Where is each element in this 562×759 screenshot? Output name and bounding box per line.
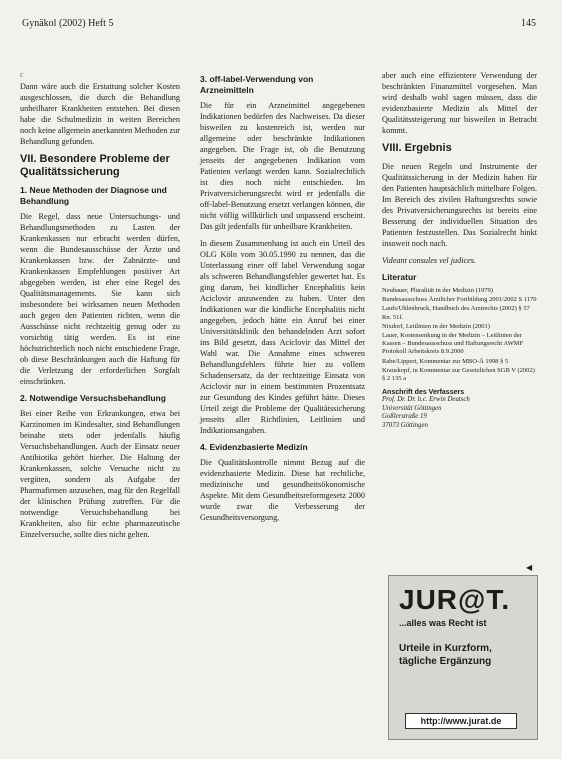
column-left — [20, 70, 180, 546]
paragraph: Die Regel, dass neue Untersuchungs- und Behandlungsmethoden zu Lasten der Krankenkassen nur erbracht werden dürfen, wenn die Bundesausschüsse der Ärzte und Krankenkassen bzw. der Zahnärzte- und Krankenkassen Empfehlungen positiver Art abgegeben werden, ist eher eine Regel des Qualitätsmanagements. Sie kann sich insbesondere bei wirksamen neuen Methoden auch gegen den Patienten richten, wenn die Ausschüsse nicht rechtzeitig genug oder zu vorsichtig tätig werden. Es ist eine höchstrichterlich noch nicht entschiedene Frage, ob diese Beschränkungen auch die Haftung für die Verletzung der erforderlichen Sorgfalt einschränken. — [20, 212, 180, 386]
subsection-heading: 3. off-label-Verwendung von Arzneimitteln — [200, 74, 314, 95]
paragraph: Die neuen Regeln und Instrumente der Qualitätssicherung in der Medizin haben für den Patienten hauptsächlich mittelbare Folgen. Im Bereich des zivilen Haftungsrechts sowie des Privatversicherungsrechts ist bereits eine Besserung der individuellen Situation des Patienten festzustellen. Das Sozialrecht hinkt insoweit noch nach. — [382, 162, 537, 248]
paragraph: aber auch eine effizientere Verwendung der beschränkten Finanzmittel vorgesehen. Man wird deshalb wohl sagen müssen, dass die evidenzbasierte Medizin als Mittel der Qualitätssteigerung nur bisweilen in Betracht kommt. — [382, 71, 537, 135]
literature-entry: Nixdorf, Leitlinien in der Medizin (2001) — [382, 322, 490, 330]
literature-entry: Rabe/Lippert, Kommentar zur MBO-Ä 1998 § 5 — [382, 357, 509, 365]
paragraph: Bei einer Reihe von Erkrankungen, etwa bei Karzinomen im Kindesalter, sind Behandlungen beinahe stets oder jedenfalls häufig Versuchsbehandlungen. Auch der Einsatz neuer Antibiotika gehört hierher. Die Haltung der Krankenkassen, solche Versuche nicht zu vergüten, sondern als Aufgabe der Pharmafirmen anzusehen, mag für den Regelfall der klinischen Prüfung zutreffen. Für die notwendige Versuchsbehandlung bei Krankheiten, also für echte pharmazeutische Einzelversuche, sollte dies nicht gelten. — [20, 409, 180, 539]
paragraph: Die Qualitätskontrolle nimmt Bezug auf die evidenzbasierte Medizin. Diese hat rechtliche, medizinische und gesundheitsökonomische Aspekte. Mit dem Gesundheitsreformgesetz 2000 wurde zwar die Verbesserung der Gesundheitsversorgung, — [200, 458, 365, 522]
literature-heading: Literatur — [382, 272, 417, 282]
literature-entry: Neubauer, Pluralität in der Medizin (1979) — [382, 287, 493, 294]
page-header — [22, 18, 536, 29]
ad-url-link[interactable]: http://www.jurat.de — [405, 713, 517, 729]
closing-quote: Videant consules vel judices. — [382, 256, 476, 265]
section-heading: VII. Besondere Probleme der Qualitätssicherung — [20, 153, 170, 178]
subsection-heading: 1. Neue Methoden der Diagnose und Behandlung — [20, 185, 167, 206]
section-mark: c — [20, 70, 24, 79]
author-institution: Universität Göttingen — [382, 404, 442, 412]
column-middle — [200, 70, 365, 529]
section-heading: VIII. Ergebnis — [382, 142, 452, 154]
ad-headline-line2: tägliche Ergänzung — [399, 656, 492, 667]
end-triangle-icon: ◀ — [526, 563, 533, 572]
column-right — [382, 70, 537, 430]
journal-reference: Gynäkol (2002) Heft 5 — [22, 18, 114, 29]
literature-entry: Krauskopf, in Kommentar zur Gesetzlichen SGB V (2002) § 2 135 a — [382, 366, 535, 383]
author-street: Goßlerstraße 19 — [382, 413, 427, 421]
ad-headline — [399, 642, 527, 668]
subsection-heading: 2. Notwendige Versuchsbehandlung — [20, 393, 166, 403]
subsection-heading: 4. Evidenzbasierte Medizin — [200, 442, 308, 452]
author-name: Prof. Dr. Dr. h.c. Erwin Deutsch — [382, 396, 470, 404]
jurat-advertisement — [388, 575, 538, 740]
literature-entry: Laufs/Uhlenbruck, Handbuch des Arztrechts (2002) § 57 Rn. 51f. — [382, 305, 530, 321]
paragraph: In diesem Zusammenhang ist auch ein Urteil des OLG Köln vom 30.05.1990 zu nennen, das die Unterlassung einer off label Verwendung sogar als schweren Behandlungsfehler gewertet hat. Es ging darum, bei kindlicher Encephalitis kein Aciclovir anzuwenden zu haben. Unter den Indikationen war die kindliche Encephalitis nicht angegeben, jedoch hätte ein Anruf bei einer Universitätsklinik den behandelnden Arzt sofort ins Bild gesetzt, dass Aciclovir das Mittel der Wahl war. Die Annahme eines schweren Behandlungsfehlers führte hier zu vollem Schadensersatz, da der rechtzeitige Einsatz von Aciclovir nur in einem bestimmten Prozentsatz zur Gesundung des Kindes geführt hätte. Dieses Urteil zeigt die Probleme der Qualitätssicherung jenseits aller Richtlinien, Leitlinien und Indikationsangaben. — [200, 239, 365, 435]
author-city: 37073 Göttingen — [382, 421, 428, 429]
author-address-heading: Anschrift des Verfassers — [382, 389, 465, 397]
ad-tagline: ...alles was Recht ist — [399, 618, 487, 628]
jurat-logo: JUR@T. — [399, 584, 511, 615]
paragraph: Dann wäre auch die Erstattung solcher Kosten ausgeschlossen, die durch die Behandlung unheilbarer Krankheiten entstehen. Bei diesen habe die Schulmedizin in weiten Bereichen noch keine allgemein anerkannten Methoden zur Behandlung gefunden. — [20, 82, 180, 146]
literature-entry: Lauer, Kostensenkung in der Medizin – Leitlinien der Kassen – Bundesausschuss und Haftungsrecht AWMF Protokoll Arbeitskreis 8.9.2000 — [382, 332, 524, 356]
literature-entry: Bundesausschuss Ärztlicher Fortbildung 2001/2002 S 1170 — [382, 296, 537, 304]
paragraph: Die für ein Arzneimittel angegebenen Indikationen bedürfen des Nachweises. Da dieser bisweilen zu kostenreich ist, werden nur allgemeine oder beschränkte Indikationen angegeben. Die Frage ist, ob die Benutzung jenseits der angegebenen Indikation vom Patienten verlangt werden kann. Sozialrechtlich ist dies noch nicht entschieden. Im Privatversicherungsrecht wird er jedenfalls die off-label-Benutzung ersetzt verlangen können, die nicht völlig willkürlich und unpassend erscheint. Das gilt jedenfalls für unheilbare Krankheiten. — [200, 101, 365, 231]
page-number: 145 — [521, 18, 536, 29]
ad-headline-line1: Urteile in Kurzform, — [399, 643, 492, 654]
